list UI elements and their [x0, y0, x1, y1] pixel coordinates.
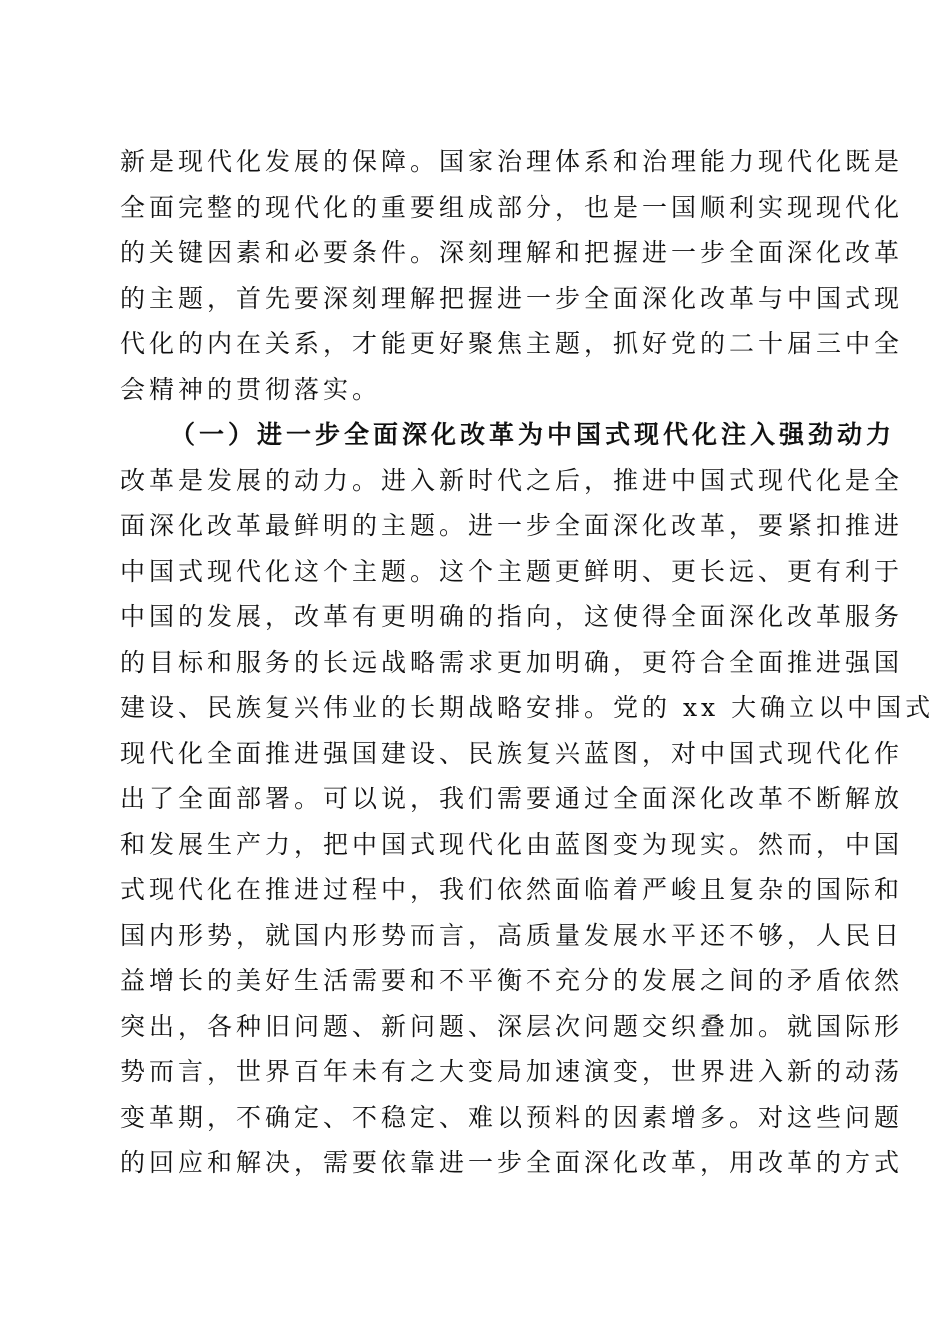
text-line: 的主题，首先要深刻理解把握进一步全面深化改革与中国式现	[120, 283, 904, 313]
text-line: 式现代化在推进过程中，我们依然面临着严峻且复杂的国际和	[120, 875, 904, 904]
text-line: 建设、民族复兴伟业的长期战略安排。党的 xx 大确立以中国式	[120, 693, 935, 722]
paragraph-intro	[120, 139, 904, 412]
text-line: 新是现代化发展的保障。国家治理体系和治理能力现代化既是	[120, 147, 904, 176]
text-line: 代化的内在关系，才能更好聚焦主题，抓好党的二十届三中全	[120, 329, 904, 358]
text-line: 突出，各种旧问题、新问题、深层次问题交织叠加。就国际形	[120, 1011, 904, 1041]
text-line: 面深化改革最鲜明的主题。进一步全面深化改革，要紧扣推进	[120, 511, 904, 540]
text-line: 全面完整的现代化的重要组成部分，也是一国顺利实现现代化	[120, 192, 904, 222]
text-line: 改革是发展的动力。进入新时代之后，推进中国式现代化是全	[120, 465, 904, 495]
section-one	[120, 412, 935, 1186]
text-line: 的关键因素和必要条件。深刻理解和把握进一步全面深化改革	[120, 238, 904, 267]
text-line: 的目标和服务的长远战略需求更加明确，更符合全面推进强国	[120, 647, 904, 677]
text-line: 出了全面部署。可以说，我们需要通过全面深化改革不断解放	[120, 784, 904, 813]
text-line: 势而言，世界百年未有之大变局加速演变，世界进入新的动荡	[120, 1057, 904, 1086]
text-line: 国内形势，就国内形势而言，高质量发展水平还不够，人民日	[120, 920, 904, 950]
text-line: 中国式现代化这个主题。这个主题更鲜明、更长远、更有利于	[120, 556, 904, 586]
text-line: 的回应和解决，需要依靠进一步全面深化改革，用改革的方式	[120, 1148, 904, 1177]
text-line: 会精神的贯彻落实。	[120, 374, 382, 404]
text-line: 变革期，不确定、不稳定、难以预料的因素增多。对这些问题	[120, 1102, 904, 1132]
text-line: 和发展生产力，把中国式现代化由蓝图变为现实。然而，中国	[120, 829, 904, 859]
text-line: 益增长的美好生活需要和不平衡不充分的发展之间的矛盾依然	[120, 966, 904, 995]
text-line: 中国的发展，改革有更明确的指向，这使得全面深化改革服务	[120, 602, 904, 631]
text-line: 现代化全面推进强国建设、民族复兴蓝图，对中国式现代化作	[120, 738, 904, 768]
section-heading: （一）进一步全面深化改革为中国式现代化注入强劲动力	[170, 420, 896, 449]
